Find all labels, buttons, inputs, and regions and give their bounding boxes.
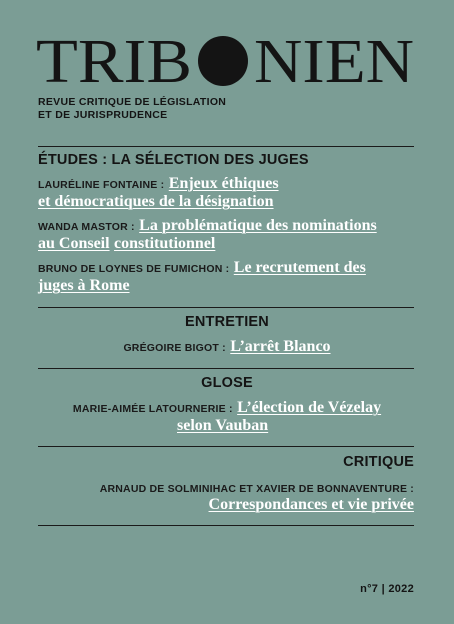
section-title-entretien: ENTRETIEN [185,314,269,330]
article-entry-cont [38,235,215,253]
article-author: GRÉGOIRE BIGOT : [123,342,226,354]
journal-subtitle [38,96,226,122]
divider [38,525,414,526]
article-link[interactable]: selon Vauban [177,417,269,434]
article-entry-cont [38,193,274,211]
subtitle-line-2: ET DE JURISPRUDENCE [38,109,168,121]
article-link[interactable]: juges à Rome [38,277,130,294]
divider [38,368,414,369]
issue-number: n°7 | 2022 [360,583,414,595]
article-entry [0,338,454,356]
article-entry-cont [177,417,268,435]
article-link[interactable]: L’élection de Vézelay [237,399,382,416]
article-link[interactable]: constitutionnel [114,235,216,252]
article-link[interactable]: au Conseil [38,235,110,252]
article-author: BRUNO DE LOYNES DE FUMICHON : [38,263,230,275]
article-author: WANDA MASTOR : [38,221,135,233]
article-link[interactable]: Correspondances et vie privée [208,496,414,513]
masthead-logo [36,28,416,92]
article-entry [38,175,279,193]
masthead-title-left: TRIB [36,28,192,92]
article-author: ARNAUD DE SOLMINIHAC ET XAVIER DE BONNAVENTURE : [99,483,414,495]
article-entry [0,399,454,417]
divider [38,146,414,147]
subtitle-line-1: REVUE CRITIQUE DE LÉGISLATION [38,96,227,108]
article-author: LAURÉLINE FONTAINE : [38,179,165,191]
article-link[interactable]: Le recrutement des [233,259,366,276]
masthead-o-disc [198,36,248,86]
article-entry-cont [209,496,414,514]
article-link[interactable]: La problématique des nominations [139,217,377,234]
article-entry [38,259,366,277]
divider [38,307,414,308]
article-entry [38,217,377,235]
article-entry [100,479,414,497]
section-title-critique: CRITIQUE [343,454,414,470]
divider [38,446,414,447]
masthead [36,28,416,92]
masthead-title-right: NIEN [254,28,414,92]
article-link[interactable]: Enjeux éthiques [168,175,279,192]
article-link[interactable]: L’arrêt Blanco [230,338,331,355]
article-author: MARIE-AIMÉE LATOURNERIE : [72,403,233,415]
article-link[interactable]: et démocratiques de la désignation [38,193,274,210]
section-title-glose: GLOSE [201,375,253,391]
section-title-etudes: ÉTUDES : LA SÉLECTION DES JUGES [38,152,309,168]
article-entry-cont [38,277,130,295]
